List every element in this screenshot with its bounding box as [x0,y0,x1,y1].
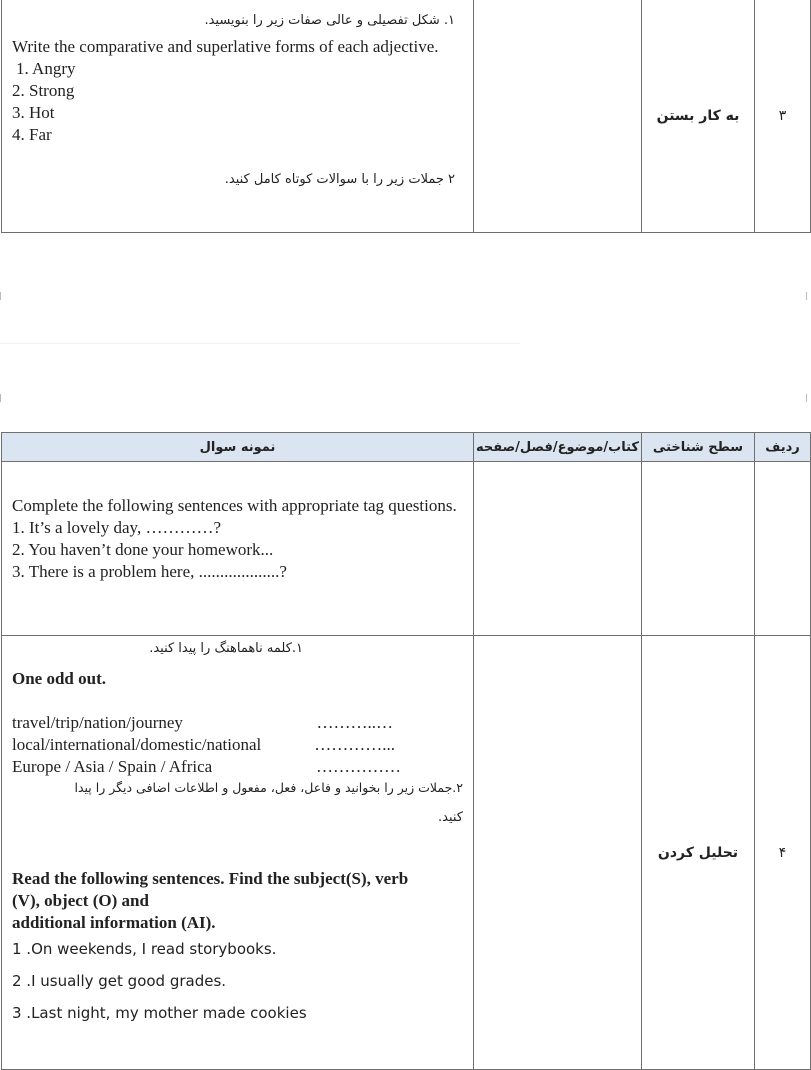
list-item: 3. There is a problem here, ...................? [12,562,287,581]
list-item: 1. Angry [16,59,76,78]
list-item: 2. Strong [12,81,75,100]
list-item: 1. It’s a lovely day, …………? [12,518,221,537]
book-topic-cell [474,462,642,636]
odd-blank: …………... [314,735,395,754]
table-row [2,0,811,233]
header-sample-question: نمونه سوال [2,433,474,462]
cognitive-level-cell: به کار بستن [642,0,755,233]
odd-words: Europe / Asia / Spain / Africa [12,757,213,776]
read-title-line: Read the following sentences. Find the subject(S), verb [12,869,409,888]
cognitive-level-cell [642,462,755,636]
header-row-number: ردیف [755,433,811,462]
odd-blank: …………… [316,757,401,776]
odd-words: local/international/domestic/national [12,735,262,754]
page-edge-mark [0,292,1,300]
page-edge-mark [0,394,1,402]
list-item: 2. You haven’t done your homework... [12,540,274,559]
odd-words: travel/trip/nation/journey [12,713,183,732]
page-edge-mark [806,292,807,300]
table-row [2,636,811,1070]
table-row [2,462,811,636]
list-item [12,756,463,778]
header-book-topic: کتاب/موضوع/فصل/صفحه [474,433,642,462]
instruction-en: Write the comparative and superlative forms of each adjective. [12,37,439,56]
page-edge-mark [806,394,807,402]
book-topic-cell [474,636,642,1070]
sample-question-cell [2,0,474,233]
read-title-line: additional information (AI). [12,913,216,932]
odd-instruction-fa: ۱.کلمه ناهماهنگ را پیدا کنید. [149,641,303,656]
cognitive-level-cell: تحلیل کردن [642,636,755,1070]
row-number-cell [755,462,811,636]
sample-question-cell [2,636,474,1070]
list-item [12,712,463,734]
odd-blank: ………..… [316,713,393,732]
table-top [1,0,811,233]
table-bottom [1,432,811,1070]
list-item: 3 .Last night, my mother made cookies [12,1004,307,1022]
row-number-cell: ۳ [755,0,811,233]
row-number-cell: ۴ [755,636,811,1070]
read-title-line: (V), object (O) and [12,891,149,910]
odd-title: One odd out. [12,669,106,688]
read-title [12,868,463,934]
read-instruction-fa-line2: کنید. [438,810,463,825]
table-header-row [2,433,811,462]
header-cognitive-level: سطح شناختی [642,433,755,462]
list-item: 2 .I usually get good grades. [12,972,227,990]
instruction-fa-1: ۱. شکل تفصیلی و عالی صفات زیر را بنویسید. [204,13,455,28]
instruction-fa-2: ۲ جملات زیر را با سوالات کوتاه کامل کنید. [224,172,455,187]
tag-question-instruction: Complete the following sentences with appropriate tag questions. [12,496,457,515]
sample-question-cell [2,462,474,636]
list-item: 4. Far [12,125,52,144]
odd-list [12,712,463,778]
list-item: 3. Hot [12,103,55,122]
book-topic-cell [474,0,642,233]
list-item [12,734,463,756]
page-divider [0,343,520,344]
list-item: 1 .On weekends, I read storybooks. [12,940,277,958]
read-instruction-fa-line1: ۲.جملات زیر را بخوانید و فاعل، فعل، مفعول و اطلاعات اضافی دیگر را پیدا [74,780,463,795]
